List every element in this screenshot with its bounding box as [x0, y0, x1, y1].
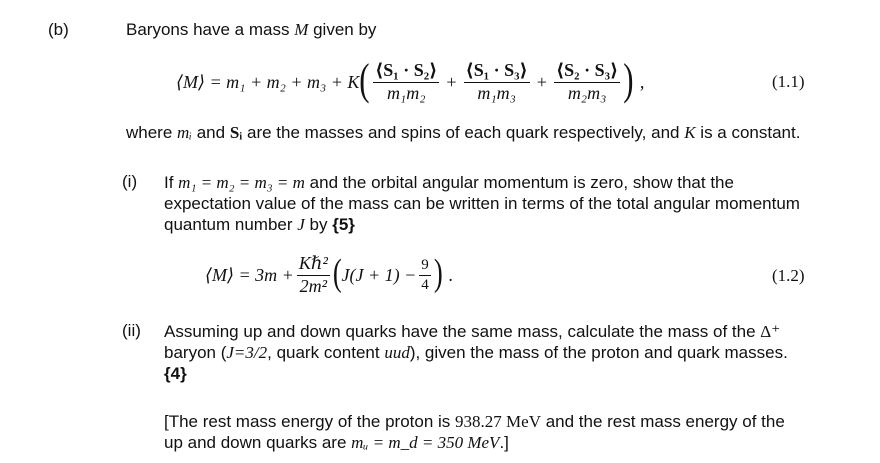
note-line-2-b: .]: [499, 433, 509, 452]
part-i-line-3: [164, 214, 834, 235]
part-ii-uud: uud: [384, 343, 410, 362]
eq1-frac-1-num: ⟨S₁ · S₂⟩: [373, 61, 439, 83]
eq2-number: (1.2): [772, 266, 805, 285]
where-t1: where: [126, 123, 178, 142]
part-b-intro: [126, 20, 376, 40]
where-var-m: mᵢ: [177, 123, 192, 142]
note-line-2-a: up and down quarks are: [164, 433, 352, 452]
eq1-frac-3-den: m₂m₃: [567, 82, 607, 103]
eq2-lhs: ⟨M⟩ = 3m +: [205, 264, 294, 285]
part-i-label: (i): [122, 172, 138, 191]
eq1-frac-2-num: ⟨S₁ · S₃⟩: [464, 61, 530, 83]
part-ii-line-2-a: baryon (: [164, 343, 227, 362]
eq1-frac-3-num: ⟨S₂ · S₃⟩: [554, 61, 620, 83]
part-b-label: (b): [48, 20, 69, 39]
eq1-plus-2: +: [536, 71, 547, 92]
part-i-line-1-b: and the orbital angular momentum is zero, show that the: [304, 173, 734, 192]
part-i-line-2: expectation value of the mass can be written in terms of the total angular momentum: [164, 194, 800, 213]
note-proton-energy: 938.27 MeV: [455, 412, 541, 431]
part-ii-line-2: [164, 342, 834, 363]
part-ii-line-2-b: , quark content: [267, 343, 385, 362]
eq1-frac-1-den: m₁m₂: [386, 82, 426, 103]
eq2-small-den: 4: [421, 276, 429, 293]
part-ii-note: [164, 411, 834, 453]
where-line: [126, 123, 800, 143]
part-i-mass-equality: m₁ = m₂ = m₃ = m: [178, 173, 305, 192]
eq1-number: (1.1): [772, 72, 805, 91]
note-line-1-b: and the rest mass energy of the: [540, 412, 785, 431]
eq1-close-paren: ): [623, 55, 634, 104]
part-ii-delta-symbol: Δ⁺: [760, 322, 781, 341]
eq1-open-paren: (: [359, 55, 370, 104]
where-t4: is a constant.: [695, 123, 801, 142]
part-ii-line-1-a: Assuming up and down quarks have the same mass, calculate the mass of the: [164, 322, 761, 341]
equation-1-1: [176, 54, 644, 110]
where-var-k: K: [684, 123, 696, 142]
note-line-1: [164, 411, 834, 432]
part-i-text: [164, 172, 834, 235]
eq2-small-frac: [419, 257, 431, 293]
eq1-frac-2-den: m₁m₃: [477, 82, 516, 103]
part-ii-line-2-c: ), given the mass of the proton and quark masses.: [409, 343, 788, 362]
eq1-frac-3: [554, 61, 620, 104]
where-var-s: Sᵢ: [229, 123, 243, 142]
part-ii-marks: {4}: [164, 364, 187, 383]
eq2-open-paren: (: [332, 252, 342, 294]
eq2-frac-num: Kℏ²: [297, 254, 330, 276]
part-ii-j-value: J=3/2: [226, 343, 268, 362]
eq2-frac: [297, 254, 330, 297]
where-t2: and: [192, 123, 230, 142]
where-t3: are the masses and spins of each quark respectively, and: [242, 123, 685, 142]
eq2-close-paren: ): [433, 252, 443, 294]
part-ii-label: (ii): [122, 321, 141, 340]
eq2-inner: J(J + 1) −: [341, 264, 417, 285]
part-ii-text: [164, 321, 834, 384]
eq2-trail: .: [448, 264, 453, 285]
eq1-trail: ,: [639, 71, 645, 92]
equation-1-2: [205, 246, 453, 304]
note-line-2: [164, 432, 834, 453]
eq1-frac-1: [373, 61, 439, 104]
eq2-frac-den: 2m²: [299, 275, 328, 296]
eq2-small-num: 9: [419, 257, 431, 276]
note-quark-masses: mᵤ = m_d = 350 MeV: [351, 433, 500, 452]
part-i-line-1: [164, 172, 834, 193]
part-i-marks: {5}: [332, 215, 355, 234]
eq1-plus-1: +: [446, 71, 457, 92]
intro-suffix: given by: [308, 20, 377, 39]
eq1-frac-2: [464, 61, 530, 104]
part-i-var-j: J: [297, 215, 305, 234]
eq1-lhs: ⟨M⟩ = m₁ + m₂ + m₃ + K: [176, 71, 360, 92]
part-i-line-1-a: If: [164, 173, 179, 192]
intro-var: M: [294, 20, 309, 39]
part-i-line-3-a: quantum number: [164, 215, 298, 234]
part-ii-line-1: [164, 321, 834, 342]
intro-prefix: Baryons have a mass: [126, 20, 295, 39]
note-line-1-a: [The rest mass energy of the proton is: [164, 412, 456, 431]
part-i-line-3-b: by: [304, 215, 333, 234]
